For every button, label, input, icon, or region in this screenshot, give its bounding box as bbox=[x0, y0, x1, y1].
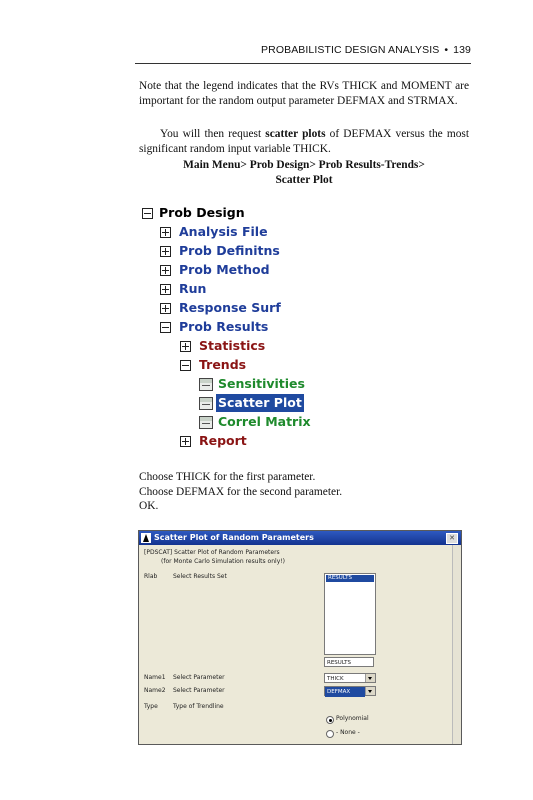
menu-path-line2: Scatter Plot bbox=[275, 173, 333, 186]
page-number: 139 bbox=[453, 44, 471, 56]
radio-polynomial-label: Polynomial bbox=[336, 715, 369, 722]
ansys-logo-icon bbox=[141, 533, 151, 543]
tree-label: Statistics bbox=[199, 338, 266, 353]
collapse-icon[interactable] bbox=[160, 322, 171, 333]
menu-path-line1: Main Menu> Prob Design> Prob Results-Trends> bbox=[183, 159, 425, 171]
tree-label: Run bbox=[179, 281, 207, 296]
radio-none-label: - None - bbox=[336, 729, 360, 736]
instructions bbox=[139, 470, 469, 514]
results-set-input[interactable]: RESULTS bbox=[324, 657, 374, 667]
dialog-note: (for Monte Carlo Simulation results only!) bbox=[161, 558, 285, 565]
results-list-item[interactable]: RESULTS bbox=[326, 575, 374, 582]
name1-value: THICK bbox=[327, 676, 344, 682]
dropdown-arrow-icon[interactable] bbox=[365, 687, 375, 695]
name1-label: Select Parameter bbox=[173, 674, 225, 681]
tree-label: Response Surf bbox=[179, 300, 281, 315]
name1-key: Name1 bbox=[144, 674, 166, 681]
tree-label-root: Prob Design bbox=[159, 205, 245, 220]
tree-label: Report bbox=[199, 433, 247, 448]
dialog-title-bar bbox=[139, 531, 461, 545]
expand-icon[interactable] bbox=[160, 284, 171, 295]
function-icon bbox=[199, 416, 213, 429]
radio-none[interactable] bbox=[326, 730, 334, 738]
tree-label: Prob Method bbox=[179, 262, 270, 277]
tree-label: Prob Definitns bbox=[179, 243, 280, 258]
tree-label: Sensitivities bbox=[218, 376, 305, 391]
dropdown-arrow-icon[interactable] bbox=[365, 674, 375, 682]
para2-bold: scatter plots bbox=[265, 128, 326, 140]
rlab-label: Select Results Set bbox=[173, 573, 227, 580]
expand-icon[interactable] bbox=[180, 341, 191, 352]
type-key: Type bbox=[144, 703, 158, 710]
header-rule bbox=[135, 63, 471, 64]
running-title: PROBABILISTIC DESIGN ANALYSIS bbox=[261, 44, 440, 56]
instruction-line: OK. bbox=[139, 500, 159, 513]
collapse-icon[interactable] bbox=[180, 360, 191, 371]
function-icon bbox=[199, 378, 213, 391]
menu-path bbox=[139, 158, 469, 187]
dialog-title: Scatter Plot of Random Parameters bbox=[154, 533, 314, 542]
tree-label: Prob Results bbox=[179, 319, 269, 334]
tree-label: Analysis File bbox=[179, 224, 268, 239]
tree-label-selected: Scatter Plot bbox=[218, 395, 302, 410]
instruction-line: Choose DEFMAX for the second parameter. bbox=[139, 485, 343, 498]
scatter-plot-dialog bbox=[138, 530, 462, 745]
radio-polynomial[interactable] bbox=[326, 716, 334, 724]
dialog-scrollbar[interactable] bbox=[452, 545, 461, 744]
running-header bbox=[135, 44, 471, 56]
name2-value: DEFMAX bbox=[325, 687, 365, 697]
expand-icon[interactable] bbox=[160, 265, 171, 276]
paragraph-legend-note: Note that the legend indicates that the RVs THICK and MOMENT are important for the random output parameter DEFMAX and STRMAX. bbox=[139, 80, 469, 107]
expand-icon[interactable] bbox=[180, 436, 191, 447]
expand-icon[interactable] bbox=[160, 246, 171, 257]
tree-label: Correl Matrix bbox=[218, 414, 311, 429]
name2-label: Select Parameter bbox=[173, 687, 225, 694]
name1-select[interactable] bbox=[324, 673, 376, 683]
function-icon bbox=[199, 397, 213, 410]
expand-icon[interactable] bbox=[160, 303, 171, 314]
close-icon[interactable]: ✕ bbox=[446, 533, 458, 544]
expand-icon[interactable] bbox=[160, 227, 171, 238]
rlab-key: Rlab bbox=[144, 573, 158, 580]
para2-lead: You will then request bbox=[160, 128, 266, 140]
para2-tail: of DEFMAX versus the most significant random input variable THICK. bbox=[139, 128, 470, 155]
results-set-list[interactable] bbox=[324, 573, 376, 655]
header-bullet: • bbox=[444, 44, 449, 56]
name2-key: Name2 bbox=[144, 687, 166, 694]
name2-select[interactable] bbox=[324, 686, 376, 696]
collapse-icon[interactable] bbox=[142, 208, 153, 219]
dialog-command-line: [PDSCAT] Scatter Plot of Random Parameters bbox=[144, 549, 280, 556]
tree-label: Trends bbox=[199, 357, 247, 372]
type-label: Type of Trendline bbox=[173, 703, 224, 710]
paragraph-scatter-request bbox=[139, 127, 469, 156]
instruction-line: Choose THICK for the first parameter. bbox=[139, 471, 316, 483]
